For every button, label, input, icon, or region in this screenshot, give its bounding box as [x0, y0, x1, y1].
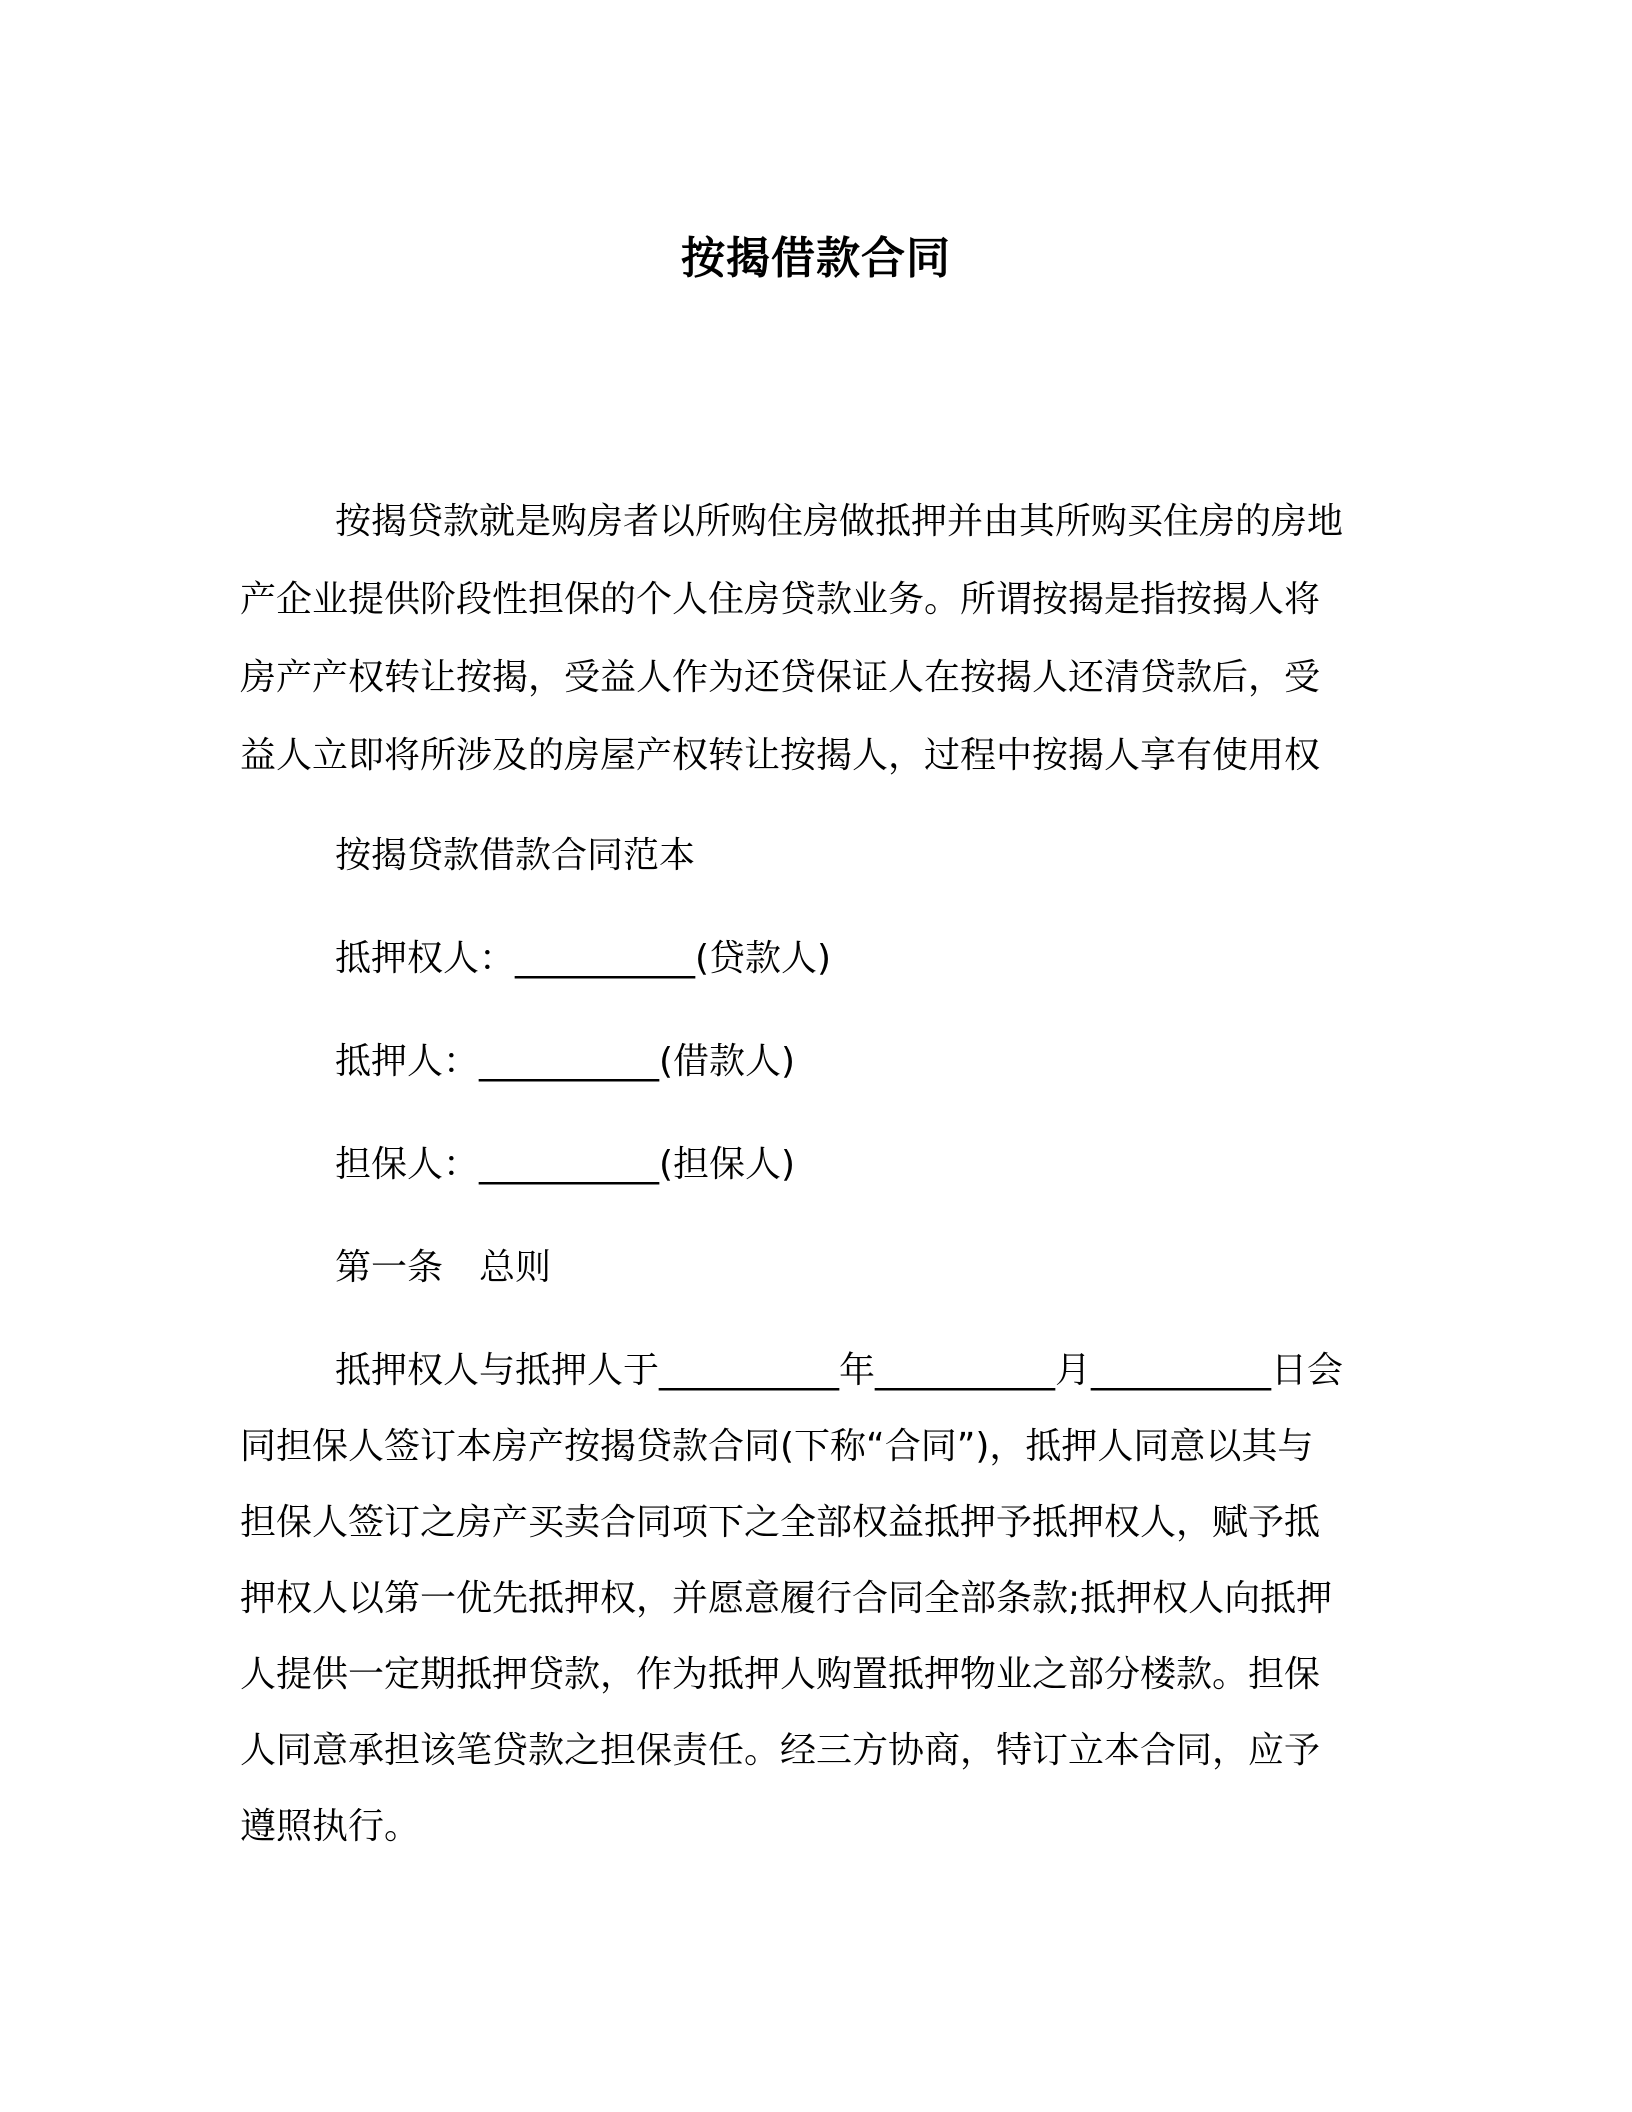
sample-heading: 按揭贷款借款合同范本	[335, 835, 696, 876]
intro-line-4: 益人立即将所涉及的房屋产权转让按揭人，过程中按揭人享有使用权	[240, 735, 1321, 776]
party-mortgagor: 抵押人：__________(借款人)	[335, 1041, 796, 1082]
article-one-line-1: 抵押权人与抵押人于__________年__________月__________日会	[335, 1350, 1344, 1391]
article-one-line-2: 同担保人签订本房产按揭贷款合同(下称“合同”)，抵押人同意以其与	[240, 1426, 1314, 1467]
article-one-line-5: 人提供一定期抵押贷款，作为抵押人购置抵押物业之部分楼款。担保	[240, 1654, 1321, 1695]
party-guarantor: 担保人：__________(担保人)	[335, 1144, 796, 1185]
document-title: 按揭借款合同	[681, 233, 951, 284]
article-one-line-7: 遵照执行。	[240, 1806, 421, 1847]
intro-line-3: 房产产权转让按揭，受益人作为还贷保证人在按揭人还清贷款后，受	[240, 657, 1321, 698]
intro-line-1: 按揭贷款就是购房者以所购住房做抵押并由其所购买住房的房地	[335, 501, 1344, 542]
party-mortgagee: 抵押权人：__________(贷款人)	[335, 938, 832, 979]
article-one-line-4: 押权人以第一优先抵押权，并愿意履行合同全部条款;抵押权人向抵押	[240, 1578, 1333, 1619]
article-one-heading: 第一条 总则	[335, 1247, 552, 1288]
intro-line-2: 产企业提供阶段性担保的个人住房贷款业务。所谓按揭是指按揭人将	[240, 579, 1321, 620]
article-one-line-3: 担保人签订之房产买卖合同项下之全部权益抵押予抵押权人，赋予抵	[240, 1502, 1321, 1543]
article-one-line-6: 人同意承担该笔贷款之担保责任。经三方协商，特订立本合同，应予	[240, 1730, 1321, 1771]
